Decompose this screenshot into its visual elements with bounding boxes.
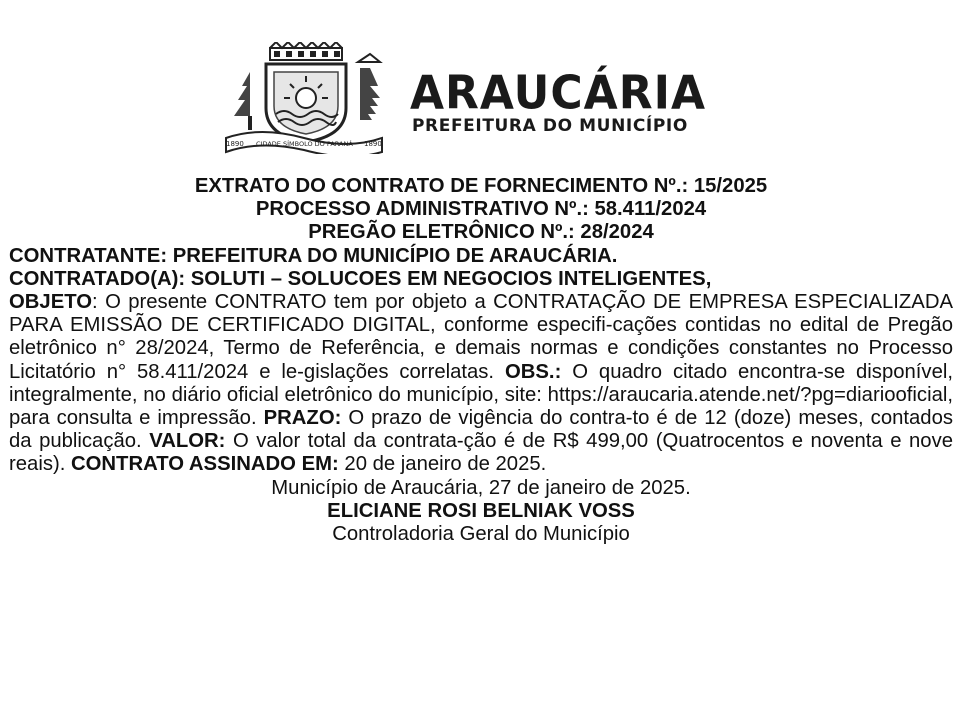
objeto-label: OBJETO — [9, 291, 93, 314]
signed-label: CONTRATO ASSINADO EM: — [70, 453, 339, 476]
process-number: PROCESSO ADMINISTRATIVO Nº.: 58.411/2024 — [255, 198, 707, 221]
brand-name: ARAUCÁRIA — [410, 66, 707, 121]
svg-text:1890: 1890 — [364, 140, 382, 148]
obs-text: O quadro citado encontra-se disponível, integralmente, no diário oficial eletrônico do município, site: https://araucaria.atende.net/?pg=diariooficial, para consulta e impressão. — [9, 360, 953, 430]
svg-text:CIDADE SÍMBOLO DO PARANÁ: CIDADE SÍMBOLO DO PARANÁ — [256, 140, 353, 148]
valor-label: VALOR: — [149, 430, 226, 453]
signatory-department: Controladoria Geral do Município — [332, 523, 630, 546]
contract-extract — [9, 175, 953, 546]
contracting-party: CONTRATANTE: PREFEITURA DO MUNICÍPIO DE ARAUCÁRIA. — [9, 244, 618, 267]
brand-subtitle: PREFEITURA DO MUNICÍPIO — [412, 116, 688, 136]
signed-date: 20 de janeiro de 2025. — [338, 453, 547, 476]
place-date: Município de Araucária, 27 de janeiro de 2025. — [271, 476, 691, 499]
obs-label: OBS.: — [504, 360, 562, 383]
objeto-text: : O presente CONTRATO tem por objeto a CONTRATAÇÃO DE EMPRESA ESPECIALIZADA PARA EMISSÃO DE CERTIFICADO DIGITAL, conforme especifi-cações contidas no edital de Pregão eletrônico n° 28/2024, Termo de Referência, e demais normas e condições constantes no Processo Licitatório n° 58.411/2024 e le-gislações correlatas. — [9, 291, 953, 383]
municipal-coat-of-arms-icon — [220, 42, 388, 154]
contracted-party: CONTRATADO(A): SOLUTI – SOLUCOES EM NEGOCIOS INTELIGENTES, — [9, 267, 712, 290]
signatory-name: ELICIANE ROSI BELNIAK VOSS — [327, 499, 635, 522]
prazo-text: O prazo de vigência do contra-to é de 12 (doze) meses, contados da publicação. — [9, 407, 953, 453]
valor-text: O valor total da contrata-ção é de R$ 499,00 (Quatrocentos e noventa e nove reais). — [9, 430, 953, 476]
contract-title: EXTRATO DO CONTRATO DE FORNECIMENTO Nº.: 15/2025 — [194, 175, 768, 197]
letterhead — [220, 42, 760, 160]
svg-text:1890: 1890 — [226, 140, 244, 148]
prazo-label: PRAZO: — [263, 407, 342, 430]
contract-body — [9, 291, 953, 477]
tender-number: PREGÃO ELETRÔNICO Nº.: 28/2024 — [308, 221, 654, 244]
